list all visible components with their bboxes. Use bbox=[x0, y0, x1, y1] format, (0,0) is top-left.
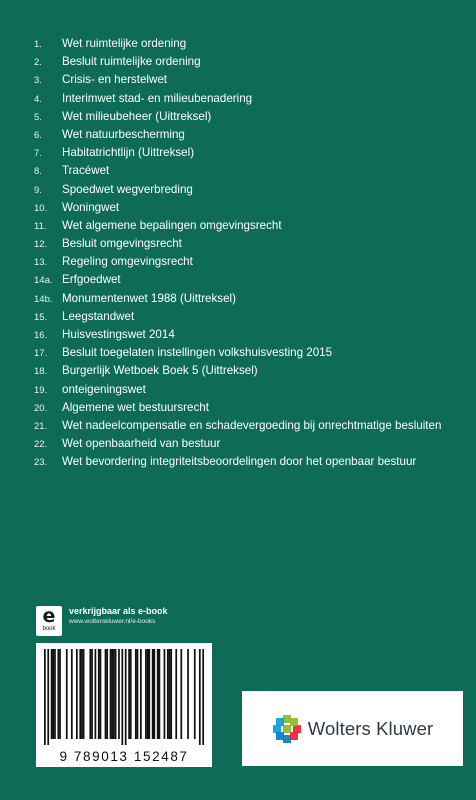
barcode-bar bbox=[47, 649, 49, 745]
toc-item-number: 9. bbox=[34, 184, 42, 196]
barcode-bar bbox=[147, 649, 149, 739]
toc-item bbox=[34, 183, 464, 201]
barcode-bar bbox=[118, 649, 120, 739]
toc-item-number: 11. bbox=[34, 220, 47, 232]
ebook-availability-text: verkrijgbaar als e-book bbox=[69, 606, 168, 616]
toc-item-number: 18. bbox=[34, 366, 48, 378]
barcode-bar bbox=[153, 649, 155, 739]
barcode-bar bbox=[169, 649, 171, 739]
toc-item bbox=[34, 128, 464, 146]
toc-item-number: 21. bbox=[34, 420, 48, 432]
publisher-logo-panel bbox=[242, 691, 463, 766]
toc-item-title: Besluit omgevingsrecht bbox=[62, 237, 182, 251]
barcode-bar bbox=[100, 649, 102, 739]
toc-item-number: 4. bbox=[34, 93, 42, 105]
toc-item-title: Tracéwet bbox=[62, 164, 110, 178]
barcode-bar bbox=[71, 649, 73, 739]
toc-item-title: onteigeningswet bbox=[62, 382, 146, 396]
barcode-bar bbox=[135, 649, 137, 739]
ebook-icon: e book bbox=[36, 606, 62, 636]
barcode-bar bbox=[105, 649, 107, 739]
toc-item-title: Wet bevordering integriteitsbeoordelingen door het openbaar bestuur bbox=[62, 455, 417, 469]
barcode-bar bbox=[175, 649, 177, 739]
toc-item-number: 15. bbox=[34, 311, 48, 323]
toc-item-number: 1. bbox=[34, 39, 42, 50]
barcode-bar bbox=[130, 649, 132, 739]
toc-item-number: 23. bbox=[34, 457, 48, 469]
toc-item-number: 13. bbox=[34, 257, 48, 269]
ebook-url: www.wolterskluwer.nl/e-books bbox=[69, 618, 156, 625]
toc-item-title: Burgerlijk Wetboek Boek 5 (Uittreksel) bbox=[62, 364, 258, 378]
barcode-bar bbox=[194, 649, 196, 739]
toc-item-title: Monumentenwet 1988 (Uittreksel) bbox=[62, 291, 236, 305]
toc-item-title: Crisis- en herstelwet bbox=[62, 73, 168, 87]
barcode-bar bbox=[167, 649, 169, 739]
barcode-bar bbox=[159, 649, 161, 739]
logo-square bbox=[290, 718, 298, 726]
toc-item bbox=[34, 292, 464, 310]
toc-item-number: 3. bbox=[34, 75, 42, 87]
toc-item-title: Interimwet stad- en milieubenadering bbox=[62, 91, 253, 105]
barcode-bar bbox=[76, 649, 78, 739]
toc-item-title: Huisvestingswet 2014 bbox=[62, 328, 175, 341]
toc-item-number: 7. bbox=[34, 148, 42, 160]
toc-item-title: Wet nadeelcompensatie en schadevergoeding bij onrechtmatige besluiten bbox=[62, 418, 442, 432]
toc-item bbox=[34, 92, 464, 110]
barcode-bar bbox=[51, 649, 53, 739]
barcode-bar bbox=[137, 649, 139, 739]
logo-square bbox=[293, 725, 301, 733]
barcode-bar bbox=[125, 649, 127, 745]
toc-item bbox=[34, 146, 464, 164]
toc-item-number: 22. bbox=[34, 439, 48, 451]
toc-item bbox=[34, 383, 464, 401]
barcode-bar bbox=[148, 649, 150, 739]
barcode-bar bbox=[89, 649, 91, 739]
barcode-bar bbox=[91, 649, 93, 739]
toc-item bbox=[34, 310, 464, 328]
barcode-bar bbox=[54, 649, 56, 739]
toc-item-title: Wet natuurbescherming bbox=[62, 127, 185, 141]
toc-item-number: 12. bbox=[34, 239, 48, 251]
toc-item bbox=[34, 110, 464, 128]
isbn-barcode bbox=[36, 643, 212, 767]
toc-item-title: Wet algemene bepalingen omgevingsrecht bbox=[62, 218, 282, 232]
barcode-bar bbox=[140, 649, 142, 739]
logo-square bbox=[290, 732, 298, 740]
barcode-bar bbox=[164, 649, 166, 739]
toc-item bbox=[34, 237, 464, 255]
toc-item-title: Besluit ruimtelijke ordening bbox=[62, 55, 201, 69]
toc-item bbox=[34, 328, 464, 346]
barcode-bar bbox=[98, 649, 100, 739]
toc-item-title: Leegstandwet bbox=[62, 309, 135, 323]
toc-item bbox=[34, 437, 464, 455]
toc-item bbox=[34, 37, 464, 55]
toc-item-number: 2. bbox=[34, 57, 42, 69]
toc-item-number: 5. bbox=[34, 111, 42, 123]
toc-item bbox=[34, 419, 464, 437]
barcode-bar bbox=[106, 649, 108, 739]
barcode-bar bbox=[95, 649, 97, 739]
toc-item bbox=[34, 55, 464, 73]
logo-square bbox=[276, 718, 284, 726]
barcode-bar bbox=[113, 649, 115, 739]
logo-square bbox=[283, 715, 291, 723]
barcode-bars bbox=[44, 649, 204, 745]
toc-item bbox=[34, 346, 464, 364]
logo-square bbox=[273, 725, 281, 733]
toc-item-title: Wet openbaarheid van bestuur bbox=[62, 437, 221, 451]
barcode-bar bbox=[199, 649, 201, 745]
toc-item bbox=[34, 164, 464, 182]
toc-item-title: Woningwet bbox=[62, 200, 120, 214]
isbn-number: 9 789013 152487 bbox=[59, 749, 189, 764]
barcode-bar bbox=[115, 649, 117, 739]
toc-item-number: 14b. bbox=[34, 293, 53, 305]
barcode-bar bbox=[110, 649, 112, 739]
toc-item-number: 8. bbox=[34, 166, 42, 178]
toc-item-number: 20. bbox=[34, 402, 48, 414]
toc-item bbox=[34, 364, 464, 382]
toc-item-number: 16. bbox=[34, 330, 48, 341]
toc-item-title: Wet ruimtelijke ordening bbox=[62, 37, 187, 50]
ebook-notice bbox=[36, 606, 168, 636]
logo-square bbox=[283, 725, 291, 733]
barcode-bar bbox=[128, 649, 130, 739]
toc-item-number: 6. bbox=[34, 129, 42, 141]
barcode-bar bbox=[57, 649, 59, 739]
barcode-bar bbox=[111, 649, 113, 739]
toc-item bbox=[34, 255, 464, 273]
barcode-bar bbox=[152, 649, 154, 739]
toc-item-number: 19. bbox=[34, 384, 48, 396]
wolters-kluwer-logo-icon bbox=[272, 714, 302, 744]
toc-item-title: Regeling omgevingsrecht bbox=[62, 255, 193, 269]
toc-item-number: 10. bbox=[34, 202, 48, 214]
toc-item bbox=[34, 273, 464, 291]
barcode-bar bbox=[202, 649, 204, 745]
barcode-bar bbox=[170, 649, 172, 739]
toc-item bbox=[34, 201, 464, 219]
toc-item bbox=[34, 219, 464, 237]
barcode-bar bbox=[79, 649, 81, 739]
toc-item-title: Algemene wet bestuursrecht bbox=[62, 400, 209, 414]
toc-item bbox=[34, 455, 464, 473]
logo-square bbox=[276, 732, 284, 740]
table-of-contents bbox=[34, 37, 464, 474]
toc-item-number: 14a. bbox=[34, 275, 53, 287]
toc-item-number: 17. bbox=[34, 348, 48, 360]
toc-item-title: Spoedwet wegverbreding bbox=[62, 182, 193, 196]
toc-item-title: Wet milieubeheer (Uittreksel) bbox=[62, 109, 212, 123]
barcode-bar bbox=[145, 649, 147, 739]
publisher-name: Wolters Kluwer bbox=[307, 717, 434, 739]
toc-item-title: Besluit toegelaten instellingen volkshuisvesting 2015 bbox=[62, 346, 333, 360]
barcode-bar bbox=[157, 649, 159, 739]
barcode-bar bbox=[180, 649, 182, 739]
barcode-bar bbox=[81, 649, 83, 739]
barcode-bar bbox=[52, 649, 54, 739]
logo-square bbox=[283, 735, 291, 743]
barcode-bar bbox=[121, 649, 123, 745]
toc-item bbox=[34, 73, 464, 91]
toc-item-title: Erfgoedwet bbox=[62, 273, 121, 287]
barcode-bar bbox=[44, 649, 46, 745]
toc-item-title: Habitatrichtlijn (Uittreksel) bbox=[62, 146, 195, 160]
toc-item bbox=[34, 401, 464, 419]
barcode-bar bbox=[59, 649, 61, 739]
barcode-bar bbox=[66, 649, 68, 739]
barcode-bar bbox=[187, 649, 189, 739]
barcode-bar bbox=[83, 649, 85, 739]
